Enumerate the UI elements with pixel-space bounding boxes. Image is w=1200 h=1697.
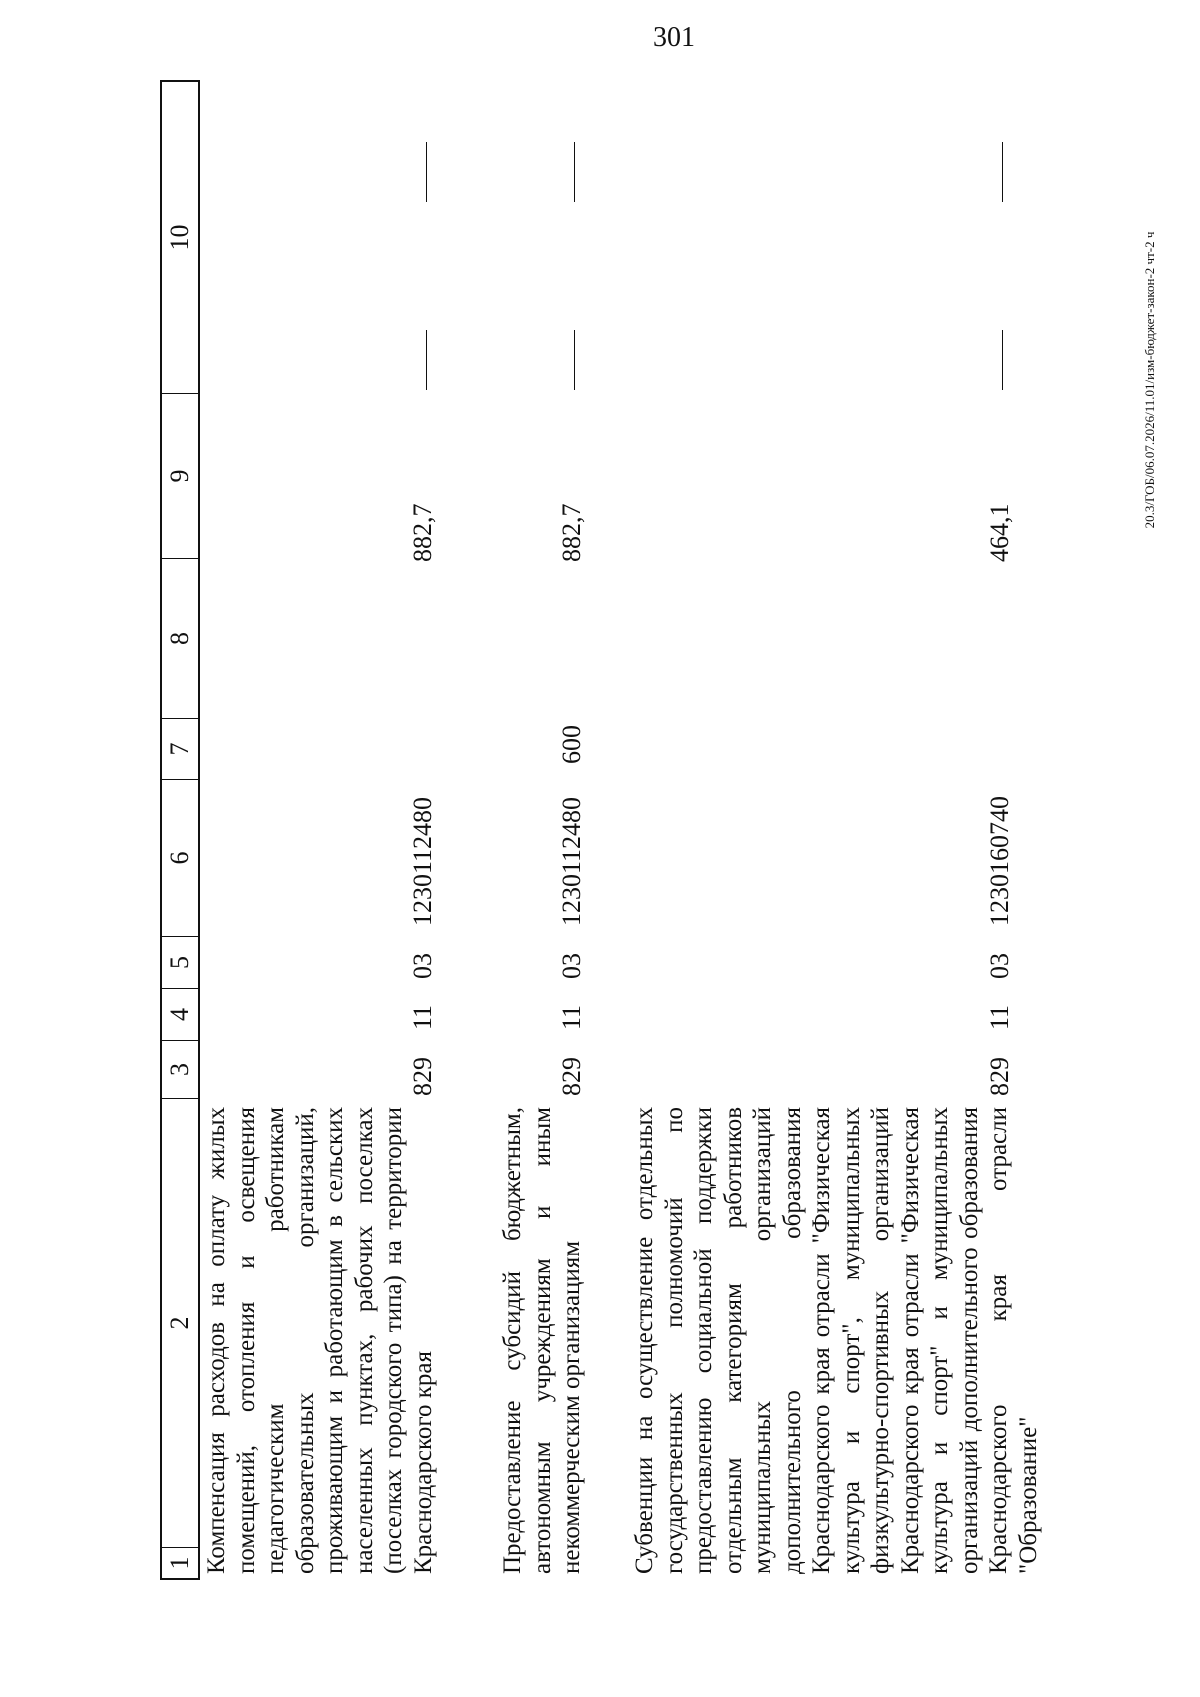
header-col-6: 6 xyxy=(162,780,198,937)
rotated-table xyxy=(160,80,1160,1580)
document-code: 20.3/ГОБ/06.07.2026/11.01/изм-бюджет-закон-2 чт-2 ч xyxy=(1142,231,1157,529)
cell-dash-10 xyxy=(426,142,427,202)
cell-code-3: 829 xyxy=(985,1057,1014,1096)
header-col-5: 5 xyxy=(162,937,198,989)
header-col-2: 2 xyxy=(162,1099,198,1548)
cell-code-5: 03 xyxy=(985,953,1014,979)
cell-code-6: 1230160740 xyxy=(985,796,1014,926)
header-col-3: 3 xyxy=(162,1041,198,1099)
header-col-7: 7 xyxy=(162,719,198,780)
cell-code-6: 1230112480 xyxy=(557,796,586,926)
header-col-10: 10 xyxy=(162,82,198,394)
cell-code-5: 03 xyxy=(408,953,437,979)
cell-code-4: 11 xyxy=(408,1004,437,1030)
cell-dash-10 xyxy=(1002,142,1003,202)
row-name: Компенсация расходов на оплату жилых помещений, отопления и освещения педагогическим работникам образовательных организаций, проживающим и работающим в сельских населенных пунктах, рабочих поселках (поселках городского типа) на территории Краснодарского края xyxy=(203,1107,437,1574)
cell-dash-10 xyxy=(574,142,575,202)
header-col-1: 1 xyxy=(165,1556,194,1570)
cell-code-5: 03 xyxy=(557,953,586,979)
cell-dash-9 xyxy=(574,330,575,390)
cell-code-4: 11 xyxy=(985,1004,1014,1030)
cell-code-4: 11 xyxy=(557,1004,586,1030)
cell-dash-9 xyxy=(426,330,427,390)
page-number: 301 xyxy=(653,22,695,53)
header-col-8: 8 xyxy=(162,559,198,719)
cell-amount: 882,7 xyxy=(557,503,586,562)
table-header-row xyxy=(160,80,200,1580)
header-col-9: 9 xyxy=(162,394,198,559)
cell-amount: 464,1 xyxy=(985,503,1014,562)
cell-dash-9 xyxy=(1002,330,1003,390)
cell-code-6: 1230112480 xyxy=(408,796,437,926)
cell-code-3: 829 xyxy=(557,1057,586,1096)
cell-amount: 882,7 xyxy=(408,503,437,562)
cell-code-7: 600 xyxy=(557,725,586,764)
row-name: Предоставление субсидий бюджетным, автономным учреждениям и иным некоммерческим организациям xyxy=(499,1107,585,1574)
cell-code-3: 829 xyxy=(408,1057,437,1096)
row-name: Субвенции на осуществление отдельных государственных полномочий по предоставлению социальной поддержки отдельным категориям работников муниципальных организаций дополнительного образования Краснодарского края отрасли "Физическая культура и спорт", муниципальных физкультурно-спортивных организаций Краснодарского края отрасли "Физическая культура и спорт" и муниципальных организаций дополнительного образования Краснодарского края отрасли "Образование" xyxy=(631,1107,1042,1574)
header-col-4: 4 xyxy=(162,989,198,1041)
